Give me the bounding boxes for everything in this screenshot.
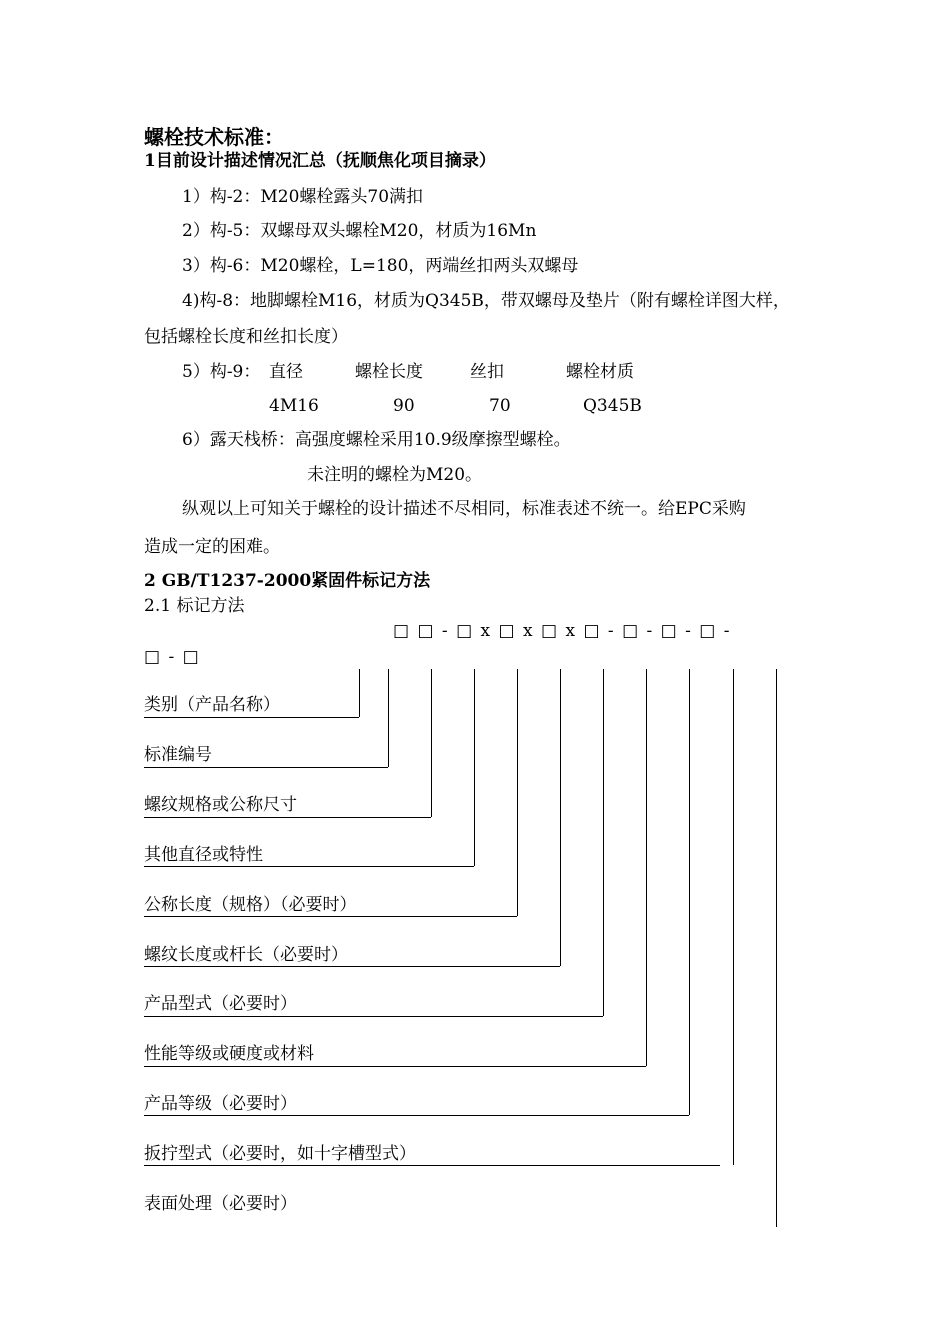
underline xyxy=(144,1115,689,1116)
underline xyxy=(144,966,560,967)
summary-paragraph-continuation: 造成一定的困难。 xyxy=(144,537,280,557)
list-item: 1）构-2：M20螺栓露头70满扣 xyxy=(182,187,424,207)
underline xyxy=(144,1066,646,1067)
table-prefix: 5）构-9： xyxy=(182,362,261,382)
connector-line xyxy=(560,669,561,966)
section1-heading: 1目前设计描述情况汇总（抚顺焦化项目摘录） xyxy=(144,151,496,171)
label-drive-type: 扳拧型式（必要时，如十字槽型式） xyxy=(144,1144,416,1164)
label-nominal-length: 公称长度（规格）（必要时） xyxy=(144,895,357,915)
label-thread-spec: 螺纹规格或公称尺寸 xyxy=(144,795,297,815)
underline xyxy=(144,866,474,867)
section2-heading: 2 GB/T1237-2000紧固件标记方法 xyxy=(144,571,431,591)
underline xyxy=(144,717,359,718)
label-standard-number: 标准编号 xyxy=(144,745,212,765)
connector-line xyxy=(776,669,777,1227)
marking-template: □ □ - □ x □ x □ x □ - □ - □ - □ - xyxy=(393,621,730,641)
underline xyxy=(144,767,388,768)
label-other-diameter: 其他直径或特性 xyxy=(144,845,263,865)
label-category: 类别（产品名称） xyxy=(144,695,280,715)
marking-template-continuation: □ - □ xyxy=(144,647,199,667)
summary-paragraph: 纵观以上可知关于螺栓的设计描述不尽相同，标准表述不统一。给EPC采购 xyxy=(182,499,746,519)
connector-line xyxy=(603,669,604,1016)
connector-line xyxy=(517,669,518,916)
table-header: 螺栓长度 xyxy=(355,362,423,382)
list-item-continuation: 包括螺栓长度和丝扣长度） xyxy=(144,327,348,347)
table-cell: 90 xyxy=(393,396,415,416)
label-product-grade: 产品等级（必要时） xyxy=(144,1094,297,1114)
label-thread-length: 螺纹长度或杆长（必要时） xyxy=(144,945,348,965)
connector-line xyxy=(359,669,360,717)
connector-line xyxy=(388,669,389,767)
table-header: 螺栓材质 xyxy=(566,362,634,382)
label-performance-grade: 性能等级或硬度或材料 xyxy=(144,1044,314,1064)
underline xyxy=(144,916,517,917)
underline xyxy=(144,1165,720,1166)
label-surface-treatment: 表面处理（必要时） xyxy=(144,1194,297,1214)
connector-line xyxy=(474,669,475,866)
connector-line xyxy=(733,669,734,1165)
table-cell: 70 xyxy=(489,396,511,416)
table-header: 直径 xyxy=(269,362,303,382)
list-item: 3）构-6：M20螺栓，L=180，两端丝扣两头双螺母 xyxy=(182,256,579,276)
table-cell: Q345B xyxy=(583,396,642,416)
connector-line xyxy=(431,669,432,817)
section2-subheading: 2.1 标记方法 xyxy=(144,596,245,616)
label-product-type: 产品型式（必要时） xyxy=(144,994,297,1014)
connector-line xyxy=(689,669,690,1115)
list-item: 6）露天栈桥：高强度螺栓采用10.9级摩擦型螺栓。 xyxy=(182,430,571,450)
list-item: 4)构-8：地脚螺栓M16，材质为Q345B，带双螺母及垫片（附有螺栓详图大样， xyxy=(182,291,790,311)
table-header: 丝扣 xyxy=(470,362,504,382)
list-item: 2）构-5：双螺母双头螺栓M20，材质为16Mn xyxy=(182,221,537,241)
connector-line xyxy=(646,669,647,1066)
underline xyxy=(144,817,431,818)
list-item-continuation: 未注明的螺栓为M20。 xyxy=(307,465,483,485)
page-title: 螺栓技术标准： xyxy=(144,125,284,149)
table-cell: 4M16 xyxy=(269,396,319,416)
underline xyxy=(144,1016,603,1017)
